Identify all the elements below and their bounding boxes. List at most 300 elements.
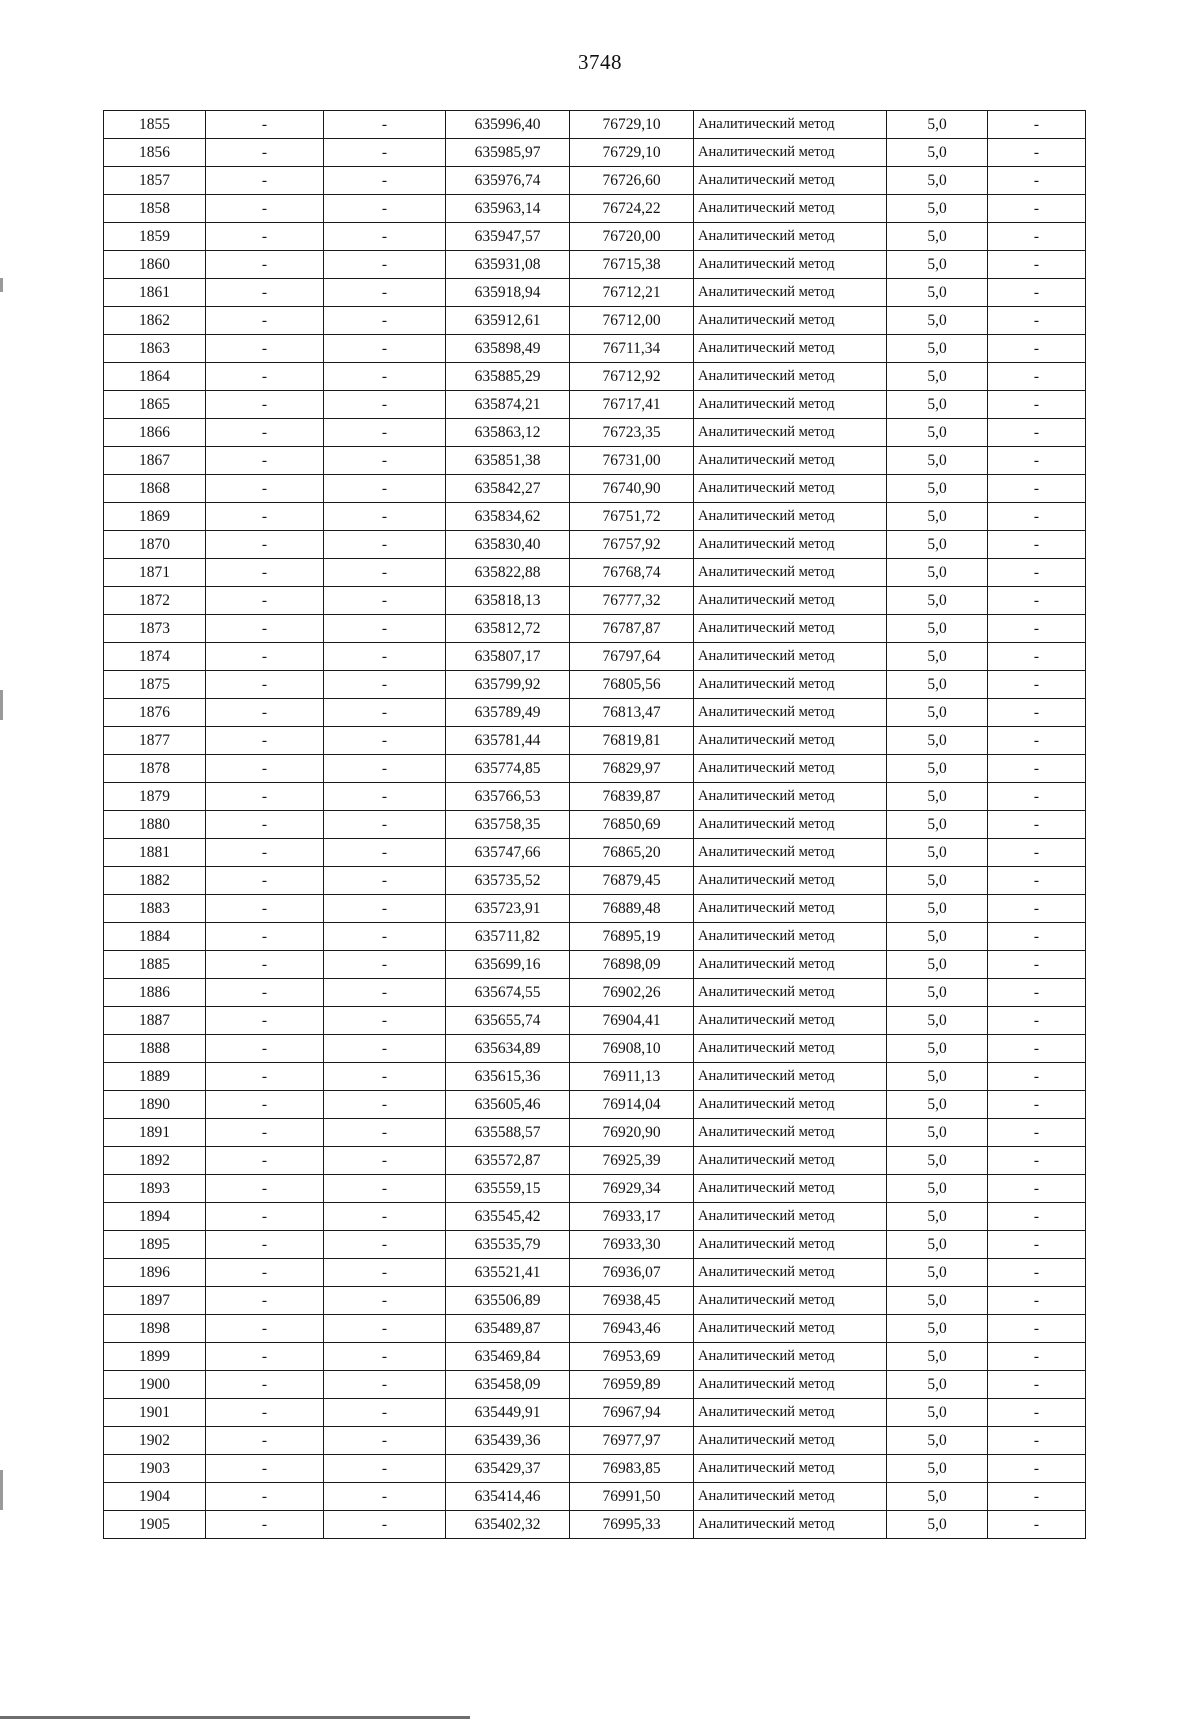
cell-col-3: - <box>324 671 446 699</box>
cell-coord-x: 635747,66 <box>446 839 570 867</box>
cell-col-2: - <box>206 559 324 587</box>
cell-col-8: - <box>988 1147 1086 1175</box>
scan-edge-mark <box>0 1470 3 1510</box>
cell-point-number: 1865 <box>104 391 206 419</box>
cell-coord-y: 76929,34 <box>570 1175 694 1203</box>
cell-method: Аналитический метод <box>694 615 887 643</box>
cell-accuracy: 5,0 <box>887 783 988 811</box>
cell-col-2: - <box>206 1147 324 1175</box>
cell-method: Аналитический метод <box>694 1427 887 1455</box>
cell-method: Аналитический метод <box>694 755 887 783</box>
cell-accuracy: 5,0 <box>887 839 988 867</box>
cell-point-number: 1856 <box>104 139 206 167</box>
cell-col-2: - <box>206 1119 324 1147</box>
cell-point-number: 1875 <box>104 671 206 699</box>
cell-method: Аналитический метод <box>694 1259 887 1287</box>
cell-coord-y: 76865,20 <box>570 839 694 867</box>
cell-point-number: 1873 <box>104 615 206 643</box>
cell-accuracy: 5,0 <box>887 279 988 307</box>
cell-accuracy: 5,0 <box>887 419 988 447</box>
cell-col-3: - <box>324 251 446 279</box>
cell-accuracy: 5,0 <box>887 1203 988 1231</box>
cell-col-8: - <box>988 783 1086 811</box>
cell-col-2: - <box>206 979 324 1007</box>
table-row <box>104 699 1086 727</box>
table-row <box>104 419 1086 447</box>
cell-point-number: 1857 <box>104 167 206 195</box>
cell-method: Аналитический метод <box>694 895 887 923</box>
cell-accuracy: 5,0 <box>887 1455 988 1483</box>
table-row <box>104 335 1086 363</box>
cell-col-8: - <box>988 1203 1086 1231</box>
scan-edge-mark <box>0 278 3 292</box>
cell-coord-x: 635947,57 <box>446 223 570 251</box>
table-row <box>104 1035 1086 1063</box>
cell-coord-y: 76712,92 <box>570 363 694 391</box>
cell-method: Аналитический метод <box>694 559 887 587</box>
cell-coord-x: 635985,97 <box>446 139 570 167</box>
cell-col-2: - <box>206 223 324 251</box>
cell-point-number: 1869 <box>104 503 206 531</box>
cell-point-number: 1868 <box>104 475 206 503</box>
cell-coord-y: 76729,10 <box>570 139 694 167</box>
cell-coord-x: 635874,21 <box>446 391 570 419</box>
cell-col-8: - <box>988 1315 1086 1343</box>
cell-col-3: - <box>324 755 446 783</box>
cell-point-number: 1900 <box>104 1371 206 1399</box>
cell-coord-y: 76751,72 <box>570 503 694 531</box>
cell-method: Аналитический метод <box>694 1483 887 1511</box>
cell-coord-x: 635521,41 <box>446 1259 570 1287</box>
cell-method: Аналитический метод <box>694 195 887 223</box>
cell-col-8: - <box>988 1035 1086 1063</box>
cell-point-number: 1880 <box>104 811 206 839</box>
cell-col-3: - <box>324 615 446 643</box>
cell-col-8: - <box>988 1483 1086 1511</box>
cell-accuracy: 5,0 <box>887 1427 988 1455</box>
cell-coord-x: 635818,13 <box>446 587 570 615</box>
cell-col-2: - <box>206 111 324 139</box>
cell-col-3: - <box>324 1427 446 1455</box>
cell-col-2: - <box>206 531 324 559</box>
cell-coord-x: 635996,40 <box>446 111 570 139</box>
cell-coord-x: 635699,16 <box>446 951 570 979</box>
cell-col-3: - <box>324 167 446 195</box>
table-row <box>104 1315 1086 1343</box>
table-row <box>104 503 1086 531</box>
cell-point-number: 1874 <box>104 643 206 671</box>
cell-col-8: - <box>988 1175 1086 1203</box>
cell-point-number: 1886 <box>104 979 206 1007</box>
table-row <box>104 895 1086 923</box>
cell-point-number: 1902 <box>104 1427 206 1455</box>
cell-col-3: - <box>324 727 446 755</box>
cell-accuracy: 5,0 <box>887 587 988 615</box>
cell-col-3: - <box>324 1259 446 1287</box>
cell-method: Аналитический метод <box>694 1119 887 1147</box>
cell-coord-y: 76936,07 <box>570 1259 694 1287</box>
cell-col-8: - <box>988 447 1086 475</box>
table-row <box>104 811 1086 839</box>
cell-coord-x: 635807,17 <box>446 643 570 671</box>
cell-col-8: - <box>988 335 1086 363</box>
cell-accuracy: 5,0 <box>887 447 988 475</box>
cell-col-3: - <box>324 1455 446 1483</box>
cell-coord-x: 635559,15 <box>446 1175 570 1203</box>
cell-point-number: 1905 <box>104 1511 206 1539</box>
cell-method: Аналитический метод <box>694 1399 887 1427</box>
cell-method: Аналитический метод <box>694 979 887 1007</box>
cell-point-number: 1893 <box>104 1175 206 1203</box>
cell-coord-x: 635898,49 <box>446 335 570 363</box>
cell-col-2: - <box>206 139 324 167</box>
cell-col-3: - <box>324 531 446 559</box>
cell-col-8: - <box>988 167 1086 195</box>
cell-col-8: - <box>988 951 1086 979</box>
cell-col-8: - <box>988 979 1086 1007</box>
cell-coord-y: 76768,74 <box>570 559 694 587</box>
cell-method: Аналитический метод <box>694 531 887 559</box>
table-row <box>104 391 1086 419</box>
cell-col-2: - <box>206 951 324 979</box>
cell-coord-y: 76731,00 <box>570 447 694 475</box>
table-row <box>104 643 1086 671</box>
cell-coord-y: 76879,45 <box>570 867 694 895</box>
cell-col-3: - <box>324 335 446 363</box>
cell-method: Аналитический метод <box>694 111 887 139</box>
cell-coord-y: 76720,00 <box>570 223 694 251</box>
cell-col-2: - <box>206 307 324 335</box>
cell-point-number: 1887 <box>104 1007 206 1035</box>
cell-col-8: - <box>988 111 1086 139</box>
cell-method: Аналитический метод <box>694 1063 887 1091</box>
cell-col-8: - <box>988 475 1086 503</box>
cell-method: Аналитический метод <box>694 139 887 167</box>
table-row <box>104 307 1086 335</box>
table-row <box>104 727 1086 755</box>
cell-coord-x: 635789,49 <box>446 699 570 727</box>
cell-point-number: 1885 <box>104 951 206 979</box>
table-row <box>104 1343 1086 1371</box>
cell-accuracy: 5,0 <box>887 867 988 895</box>
cell-col-2: - <box>206 503 324 531</box>
cell-point-number: 1855 <box>104 111 206 139</box>
cell-point-number: 1898 <box>104 1315 206 1343</box>
cell-col-8: - <box>988 363 1086 391</box>
cell-method: Аналитический метод <box>694 643 887 671</box>
table-row <box>104 1063 1086 1091</box>
cell-accuracy: 5,0 <box>887 111 988 139</box>
cell-coord-x: 635506,89 <box>446 1287 570 1315</box>
cell-col-3: - <box>324 1371 446 1399</box>
cell-coord-x: 635439,36 <box>446 1427 570 1455</box>
cell-accuracy: 5,0 <box>887 979 988 1007</box>
cell-col-8: - <box>988 1259 1086 1287</box>
cell-coord-x: 635674,55 <box>446 979 570 1007</box>
cell-col-8: - <box>988 811 1086 839</box>
coordinates-table-body <box>104 111 1086 1539</box>
table-row <box>104 615 1086 643</box>
cell-col-3: - <box>324 643 446 671</box>
cell-col-2: - <box>206 167 324 195</box>
cell-col-8: - <box>988 1063 1086 1091</box>
cell-col-8: - <box>988 279 1086 307</box>
cell-coord-y: 76717,41 <box>570 391 694 419</box>
page-number: 3748 <box>578 50 622 74</box>
cell-accuracy: 5,0 <box>887 167 988 195</box>
cell-method: Аналитический метод <box>694 1287 887 1315</box>
table-row <box>104 1399 1086 1427</box>
cell-method: Аналитический метод <box>694 951 887 979</box>
cell-coord-x: 635458,09 <box>446 1371 570 1399</box>
scan-edge-mark <box>0 690 3 720</box>
cell-method: Аналитический метод <box>694 1511 887 1539</box>
cell-col-8: - <box>988 727 1086 755</box>
cell-col-3: - <box>324 279 446 307</box>
cell-col-2: - <box>206 1455 324 1483</box>
cell-method: Аналитический метод <box>694 391 887 419</box>
cell-col-3: - <box>324 307 446 335</box>
cell-coord-y: 76839,87 <box>570 783 694 811</box>
cell-col-3: - <box>324 1315 446 1343</box>
cell-coord-x: 635976,74 <box>446 167 570 195</box>
cell-coord-y: 76904,41 <box>570 1007 694 1035</box>
cell-method: Аналитический метод <box>694 447 887 475</box>
cell-method: Аналитический метод <box>694 363 887 391</box>
table-row <box>104 1371 1086 1399</box>
cell-coord-x: 635931,08 <box>446 251 570 279</box>
cell-col-3: - <box>324 1063 446 1091</box>
cell-point-number: 1901 <box>104 1399 206 1427</box>
cell-point-number: 1884 <box>104 923 206 951</box>
cell-col-2: - <box>206 391 324 419</box>
cell-col-8: - <box>988 1231 1086 1259</box>
cell-point-number: 1896 <box>104 1259 206 1287</box>
cell-accuracy: 5,0 <box>887 335 988 363</box>
cell-accuracy: 5,0 <box>887 615 988 643</box>
cell-method: Аналитический метод <box>694 503 887 531</box>
cell-coord-y: 76757,92 <box>570 531 694 559</box>
cell-coord-y: 76902,26 <box>570 979 694 1007</box>
cell-col-2: - <box>206 839 324 867</box>
cell-coord-x: 635912,61 <box>446 307 570 335</box>
cell-col-8: - <box>988 1119 1086 1147</box>
cell-coord-y: 76925,39 <box>570 1147 694 1175</box>
cell-accuracy: 5,0 <box>887 643 988 671</box>
cell-col-2: - <box>206 1091 324 1119</box>
cell-col-8: - <box>988 419 1086 447</box>
cell-accuracy: 5,0 <box>887 1007 988 1035</box>
cell-coord-y: 76943,46 <box>570 1315 694 1343</box>
cell-coord-y: 76898,09 <box>570 951 694 979</box>
cell-coord-y: 76959,89 <box>570 1371 694 1399</box>
cell-col-8: - <box>988 307 1086 335</box>
cell-col-3: - <box>324 1091 446 1119</box>
table-row <box>104 979 1086 1007</box>
cell-col-2: - <box>206 1343 324 1371</box>
cell-point-number: 1859 <box>104 223 206 251</box>
cell-coord-y: 76711,34 <box>570 335 694 363</box>
cell-col-3: - <box>324 223 446 251</box>
cell-coord-y: 76914,04 <box>570 1091 694 1119</box>
cell-coord-x: 635842,27 <box>446 475 570 503</box>
cell-col-8: - <box>988 195 1086 223</box>
cell-coord-y: 76715,38 <box>570 251 694 279</box>
cell-col-8: - <box>988 1427 1086 1455</box>
table-row <box>104 1455 1086 1483</box>
cell-col-8: - <box>988 531 1086 559</box>
cell-point-number: 1895 <box>104 1231 206 1259</box>
cell-col-8: - <box>988 587 1086 615</box>
cell-col-8: - <box>988 1091 1086 1119</box>
cell-accuracy: 5,0 <box>887 1259 988 1287</box>
cell-method: Аналитический метод <box>694 1091 887 1119</box>
cell-coord-x: 635588,57 <box>446 1119 570 1147</box>
cell-col-2: - <box>206 587 324 615</box>
cell-accuracy: 5,0 <box>887 1035 988 1063</box>
cell-col-2: - <box>206 1175 324 1203</box>
cell-col-3: - <box>324 503 446 531</box>
cell-accuracy: 5,0 <box>887 1091 988 1119</box>
cell-point-number: 1899 <box>104 1343 206 1371</box>
cell-accuracy: 5,0 <box>887 1231 988 1259</box>
cell-col-3: - <box>324 923 446 951</box>
cell-accuracy: 5,0 <box>887 895 988 923</box>
cell-col-8: - <box>988 923 1086 951</box>
cell-method: Аналитический метод <box>694 1035 887 1063</box>
cell-method: Аналитический метод <box>694 671 887 699</box>
cell-coord-x: 635735,52 <box>446 867 570 895</box>
cell-col-8: - <box>988 1287 1086 1315</box>
cell-col-3: - <box>324 559 446 587</box>
cell-method: Аналитический метод <box>694 279 887 307</box>
table-row <box>104 1175 1086 1203</box>
cell-point-number: 1877 <box>104 727 206 755</box>
cell-col-2: - <box>206 643 324 671</box>
cell-coord-y: 76726,60 <box>570 167 694 195</box>
cell-point-number: 1867 <box>104 447 206 475</box>
cell-coord-y: 76729,10 <box>570 111 694 139</box>
cell-coord-x: 635449,91 <box>446 1399 570 1427</box>
cell-col-8: - <box>988 391 1086 419</box>
cell-coord-x: 635429,37 <box>446 1455 570 1483</box>
cell-col-2: - <box>206 251 324 279</box>
table-row <box>104 839 1086 867</box>
cell-col-2: - <box>206 1259 324 1287</box>
cell-method: Аналитический метод <box>694 811 887 839</box>
cell-coord-y: 76933,17 <box>570 1203 694 1231</box>
cell-point-number: 1891 <box>104 1119 206 1147</box>
table-row <box>104 279 1086 307</box>
cell-method: Аналитический метод <box>694 223 887 251</box>
cell-point-number: 1889 <box>104 1063 206 1091</box>
cell-method: Аналитический метод <box>694 867 887 895</box>
cell-col-3: - <box>324 475 446 503</box>
table-row <box>104 1147 1086 1175</box>
cell-point-number: 1892 <box>104 1147 206 1175</box>
cell-col-2: - <box>206 615 324 643</box>
cell-coord-x: 635655,74 <box>446 1007 570 1035</box>
cell-accuracy: 5,0 <box>887 1175 988 1203</box>
cell-method: Аналитический метод <box>694 251 887 279</box>
cell-point-number: 1904 <box>104 1483 206 1511</box>
cell-coord-y: 76977,97 <box>570 1427 694 1455</box>
cell-accuracy: 5,0 <box>887 363 988 391</box>
cell-accuracy: 5,0 <box>887 1119 988 1147</box>
table-row <box>104 951 1086 979</box>
cell-col-2: - <box>206 195 324 223</box>
cell-accuracy: 5,0 <box>887 391 988 419</box>
table-row <box>104 1119 1086 1147</box>
table-row <box>104 1231 1086 1259</box>
cell-point-number: 1878 <box>104 755 206 783</box>
cell-col-2: - <box>206 1315 324 1343</box>
cell-col-2: - <box>206 1371 324 1399</box>
cell-coord-y: 76938,45 <box>570 1287 694 1315</box>
cell-col-8: - <box>988 643 1086 671</box>
cell-method: Аналитический метод <box>694 1371 887 1399</box>
cell-coord-y: 76991,50 <box>570 1483 694 1511</box>
cell-method: Аналитический метод <box>694 727 887 755</box>
cell-point-number: 1881 <box>104 839 206 867</box>
table-row <box>104 1203 1086 1231</box>
cell-coord-y: 76805,56 <box>570 671 694 699</box>
cell-coord-y: 76740,90 <box>570 475 694 503</box>
cell-point-number: 1882 <box>104 867 206 895</box>
cell-point-number: 1879 <box>104 783 206 811</box>
cell-coord-x: 635766,53 <box>446 783 570 811</box>
cell-col-3: - <box>324 951 446 979</box>
cell-coord-x: 635469,84 <box>446 1343 570 1371</box>
cell-col-2: - <box>206 727 324 755</box>
cell-col-2: - <box>206 1511 324 1539</box>
cell-col-3: - <box>324 1203 446 1231</box>
cell-coord-x: 635572,87 <box>446 1147 570 1175</box>
cell-point-number: 1864 <box>104 363 206 391</box>
cell-coord-x: 635918,94 <box>446 279 570 307</box>
cell-method: Аналитический метод <box>694 1007 887 1035</box>
cell-col-2: - <box>206 363 324 391</box>
cell-accuracy: 5,0 <box>887 195 988 223</box>
cell-col-2: - <box>206 1427 324 1455</box>
cell-col-3: - <box>324 811 446 839</box>
cell-method: Аналитический метод <box>694 1175 887 1203</box>
cell-col-3: - <box>324 783 446 811</box>
cell-coord-y: 76933,30 <box>570 1231 694 1259</box>
cell-accuracy: 5,0 <box>887 1063 988 1091</box>
cell-col-8: - <box>988 503 1086 531</box>
cell-coord-x: 635402,32 <box>446 1511 570 1539</box>
cell-accuracy: 5,0 <box>887 923 988 951</box>
cell-col-3: - <box>324 139 446 167</box>
cell-point-number: 1883 <box>104 895 206 923</box>
cell-point-number: 1903 <box>104 1455 206 1483</box>
cell-point-number: 1862 <box>104 307 206 335</box>
cell-coord-y: 76724,22 <box>570 195 694 223</box>
cell-accuracy: 5,0 <box>887 951 988 979</box>
table-row <box>104 783 1086 811</box>
cell-method: Аналитический метод <box>694 335 887 363</box>
cell-accuracy: 5,0 <box>887 475 988 503</box>
cell-coord-y: 76911,13 <box>570 1063 694 1091</box>
cell-coord-x: 635723,91 <box>446 895 570 923</box>
cell-coord-x: 635781,44 <box>446 727 570 755</box>
cell-accuracy: 5,0 <box>887 727 988 755</box>
cell-col-2: - <box>206 783 324 811</box>
cell-col-2: - <box>206 755 324 783</box>
cell-coord-y: 76895,19 <box>570 923 694 951</box>
cell-col-2: - <box>206 867 324 895</box>
